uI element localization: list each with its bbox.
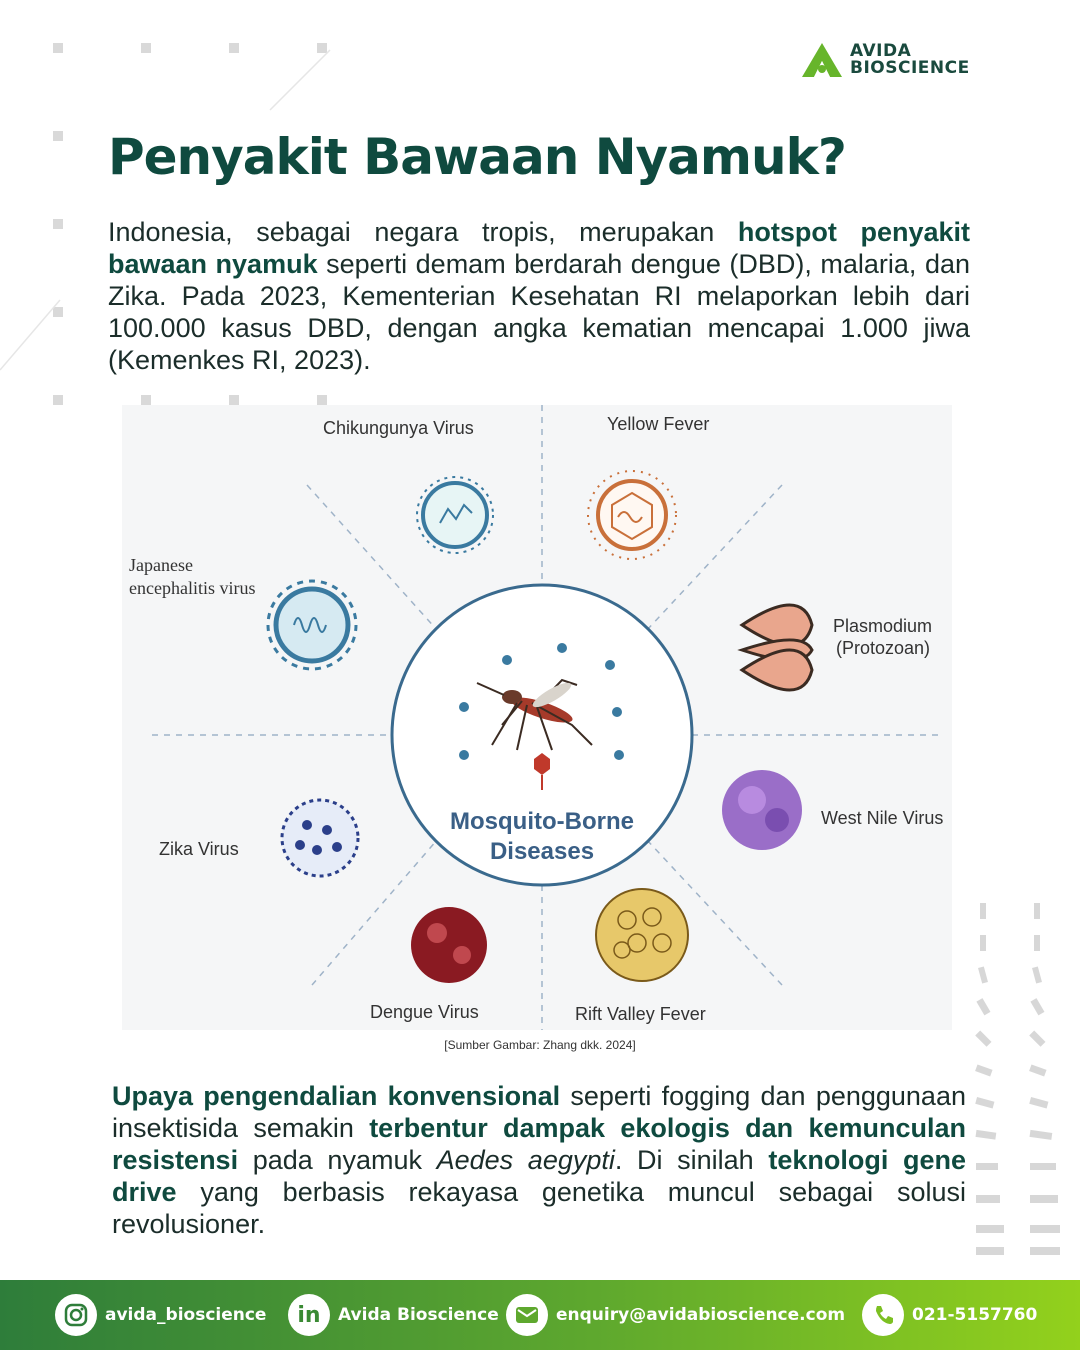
logo-word-bioscience: BIOSCIENCE [850, 58, 970, 78]
dengue-virus-icon [411, 907, 487, 983]
linkedin-name: Avida Bioscience [338, 1305, 499, 1325]
zika-virus-icon [282, 800, 358, 876]
brand-logo [800, 40, 970, 80]
outro-text: yang berbasis rekayasa genetika muncul sebagai solusi revolusioner. [112, 1177, 966, 1239]
linkedin-link[interactable] [288, 1294, 499, 1336]
label-chikungunya: Chikungunya Virus [323, 418, 474, 438]
outro-highlight: teknologi gene drive [112, 1145, 966, 1207]
instagram-icon [55, 1294, 97, 1336]
logo-mark-icon [800, 41, 844, 79]
label-rift-valley: Rift Valley Fever [575, 1004, 706, 1024]
email-address: enquiry@avidabioscience.com [556, 1305, 846, 1325]
outro-text: pada nyamuk [238, 1145, 437, 1175]
outro-text: . Di sinilah [614, 1145, 769, 1175]
outro-text: seperti fogging dan penggunaan insektisida semakin [112, 1081, 966, 1143]
label-yellow-fever: Yellow Fever [607, 414, 710, 434]
outro-highlight: terbentur dampak ekologis dan kemunculan resistensi [112, 1113, 966, 1175]
decor-dashes [960, 895, 1070, 1265]
intro-highlight: hotspot penyakit bawaan nyamuk [108, 217, 970, 279]
label-japanese-2: encephalitis virus [129, 578, 256, 598]
phone-link[interactable] [862, 1294, 1037, 1336]
outro-paragraph [112, 1080, 966, 1240]
intro-text: seperti demam berdarah dengue (DBD), malaria, dan Zika. Pada 2023, Kementerian Kesehatan RI melaporkan lebih dari 100.000 kasus DBD, dengan angka kematian mencapai 1.000 jiwa (Kemenkes RI, 2023). [108, 249, 970, 375]
contact-footer [0, 1280, 1080, 1350]
label-dengue: Dengue Virus [370, 1002, 479, 1022]
decor-square [53, 395, 63, 405]
mosquito-diseases-figure [122, 405, 952, 1030]
instagram-link[interactable] [55, 1294, 266, 1336]
yellow-fever-icon [588, 471, 676, 559]
phone-number: 021-5157760 [912, 1305, 1038, 1325]
center-title [422, 807, 662, 867]
instagram-handle: avida_bioscience [105, 1305, 267, 1325]
phone-icon [862, 1294, 904, 1336]
intro-text: Indonesia, sebagai negara tropis, merupakan [108, 217, 738, 247]
figure-caption: [Sumber Gambar: Zhang dkk. 2024] [444, 1038, 636, 1052]
decor-square [141, 395, 151, 405]
label-plasmodium-2: (Protozoan) [836, 638, 931, 658]
chikungunya-virus-icon [417, 477, 493, 553]
label-zika: Zika Virus [159, 839, 239, 859]
japanese-encephalitis-icon [268, 581, 356, 669]
outro-species: Aedes aegypti [436, 1145, 615, 1175]
page-title: Penyakit Bawaan Nyamuk? [108, 128, 846, 186]
west-nile-virus-icon [722, 770, 802, 850]
figure-diagram [122, 405, 952, 1030]
email-link[interactable] [506, 1294, 845, 1336]
outro-highlight: Upaya pengendalian konvensional [112, 1081, 561, 1111]
label-japanese-1: Japanese [129, 555, 193, 575]
logo-word-avida: AVIDA [850, 41, 912, 61]
label-plasmodium-1: Plasmodium [833, 616, 933, 636]
mail-icon [506, 1294, 548, 1336]
rift-valley-fever-icon [596, 889, 688, 981]
label-west-nile: West Nile Virus [821, 808, 944, 828]
intro-paragraph [108, 216, 970, 376]
linkedin-icon: in [288, 1294, 330, 1336]
decor-square [229, 395, 239, 405]
plasmodium-icon [742, 605, 812, 690]
decor-square [317, 395, 327, 405]
center-title-line2: Diseases [489, 838, 595, 865]
center-title-line1: Mosquito-Borne [450, 808, 634, 835]
